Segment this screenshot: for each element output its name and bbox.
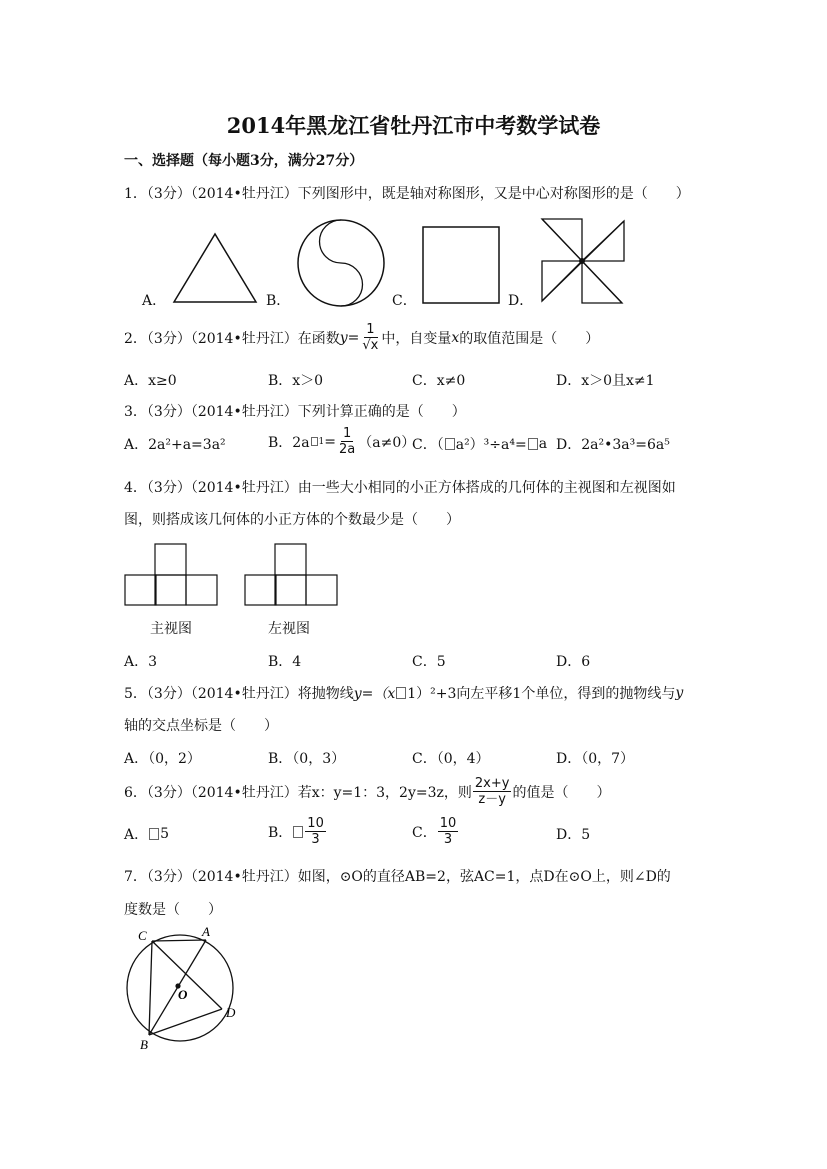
q7-point-o: O — [178, 987, 188, 1002]
q4-front-view-diagram — [124, 543, 220, 607]
q6-option-a — [124, 824, 169, 844]
q4-option-d: D．6 — [556, 654, 591, 670]
q3-optb-post: （a≠0） — [358, 434, 416, 451]
question-5-stem-line2: 轴的交点坐标是（ ） — [124, 718, 278, 734]
q6-optb-fraction — [305, 816, 326, 847]
q3-optb-exp-value: 1 — [318, 436, 325, 447]
q7-circle-diagram — [118, 924, 248, 1054]
q3-option-d: D．2a²•3a³=6a⁵ — [556, 437, 670, 453]
q1-label-a: A． — [142, 293, 167, 309]
question-7-stem-line2: 度数是（ ） — [124, 902, 222, 918]
q2-fraction — [360, 322, 380, 353]
missing-glyph-box — [396, 687, 406, 699]
missing-glyph-box — [528, 438, 538, 450]
q6-denominator: z－y — [478, 792, 506, 807]
q2-fraction-numerator: 1 — [366, 322, 375, 337]
q2-fraction-denominator: √x — [362, 338, 379, 353]
q6-option-c — [412, 816, 459, 847]
q1-yin-yang-circle-shape — [296, 218, 386, 308]
q3-optb-fraction — [337, 426, 357, 457]
missing-glyph-box — [149, 828, 159, 840]
q6-numerator: 2x+y — [474, 776, 510, 791]
q6-optc-pre: C． — [412, 824, 437, 841]
q3-optb-mid: = — [324, 433, 337, 450]
question-6-stem — [124, 776, 610, 807]
question-2-stem — [124, 322, 599, 353]
q5-y-var: y — [675, 685, 684, 701]
section-heading: 一、选择题（每小题3分，满分27分） — [124, 153, 364, 169]
question-4-stem-line1: 4．（3分）（2014•牡丹江）由一些大小相同的小正方体搭成的几何体的主视图和左视图如 — [124, 480, 676, 496]
q3-option-c — [412, 434, 547, 454]
q2-option-a: A．x≥0 — [124, 373, 177, 389]
q6-optc-numerator: 10 — [439, 816, 457, 831]
q5-option-d: D．（0，7） — [556, 751, 635, 767]
q6-optb-denominator: 3 — [311, 832, 320, 847]
q6-opta-pre: A． — [124, 827, 149, 843]
page-title: 2014年黑龙江省牡丹江市中考数学试卷 — [226, 113, 601, 138]
q6-optb-numerator: 10 — [307, 816, 324, 831]
q3-optc-rest: a²）³÷a⁴= — [455, 437, 527, 453]
q2-option-d: D．x＞0且x≠1 — [556, 373, 655, 389]
q5-option-c: C．（0，4） — [412, 751, 490, 767]
q6-opta-val: 5 — [160, 826, 170, 842]
question-3-stem: 3．（3分）（2014•牡丹江）下列计算正确的是（ ） — [124, 404, 466, 420]
q6-optc-fraction — [438, 816, 459, 847]
q2-y-eq: y= — [339, 329, 360, 346]
q7-point-b: B — [140, 1037, 148, 1052]
q3-option-a: A．2a²+a=3a² — [124, 437, 226, 453]
question-4-stem-line2: 图，则搭成该几何体的小正方体的个数最少是（ ） — [124, 512, 460, 528]
q6-optc-denominator: 3 — [443, 832, 453, 847]
q4-left-view-label: 左视图 — [268, 620, 310, 636]
q5-stem-pre: 5．（3分）（2014•牡丹江）将抛物线 — [124, 686, 354, 702]
q7-point-c: C — [138, 928, 147, 943]
q3-option-b — [268, 426, 415, 457]
q2-option-b: B．x＞0 — [268, 373, 324, 389]
q2-radicand: x — [370, 338, 379, 353]
q1-label-c: C． — [392, 293, 417, 309]
q4-option-b: B．4 — [268, 654, 302, 670]
missing-glyph-box — [445, 438, 455, 450]
q2-stem-end: 的取值范围是（ ） — [459, 330, 600, 347]
question-1-stem: 1．（3分）（2014•牡丹江）下列图形中，既是轴对称图形，又是中心对称图形的是（ ） — [124, 186, 690, 202]
q1-label-d: D． — [508, 293, 534, 309]
q5-exp-part: 1）²+3向左平移1个单位，得到的抛物线与 — [407, 686, 676, 702]
q5-option-b: B．（0，3） — [268, 751, 346, 767]
q3-optb-pre: B．2a — [268, 434, 310, 451]
q6-option-d: D．5 — [556, 827, 591, 843]
missing-glyph-box — [293, 826, 303, 838]
q4-option-a: A．3 — [124, 654, 158, 670]
missing-glyph-box — [311, 437, 318, 446]
q7-point-a: A — [202, 924, 210, 939]
q6-stem-post: 的值是（ ） — [512, 784, 611, 801]
q3-optc-end: a — [538, 436, 548, 452]
q1-square-shape — [422, 226, 502, 306]
q6-option-b — [268, 816, 327, 847]
q1-label-b: B． — [266, 293, 291, 309]
q1-pinwheel-shape — [540, 216, 630, 308]
q4-front-view-label: 主视图 — [150, 620, 192, 636]
q5-option-a: A．（0，2） — [124, 751, 201, 767]
q4-option-c: C．5 — [412, 654, 446, 670]
q5-y-eq: y=（x — [353, 686, 396, 702]
q3-optb-exponent — [310, 437, 325, 447]
q1-triangle-shape — [172, 232, 262, 304]
q6-optb-pre: B． — [268, 824, 293, 841]
q2-option-c: C．x≠0 — [412, 373, 466, 389]
q2-var: x — [451, 329, 460, 346]
q2-stem-post: 中，自变量 — [381, 330, 452, 347]
q4-left-view-diagram — [244, 543, 340, 607]
q6-stem-pre: 6．（3分）（2014•牡丹江）若x：y=1：3，2y=3z，则 — [124, 784, 472, 801]
q3-optb-denominator: 2a — [339, 442, 356, 457]
q6-fraction — [473, 776, 512, 807]
q2-stem-pre: 2．（3分）（2014•牡丹江）在函数 — [124, 330, 340, 347]
q3-optc-pre: C．（ — [412, 437, 444, 453]
question-7-stem-line1: 7．（3分）（2014•牡丹江）如图，⊙O的直径AB=2，弦AC=1，点D在⊙O上，则∠D的 — [124, 869, 671, 885]
q7-point-d: D — [226, 1005, 236, 1020]
question-5-stem-line1 — [124, 683, 683, 703]
q3-optb-numerator: 1 — [343, 426, 352, 441]
